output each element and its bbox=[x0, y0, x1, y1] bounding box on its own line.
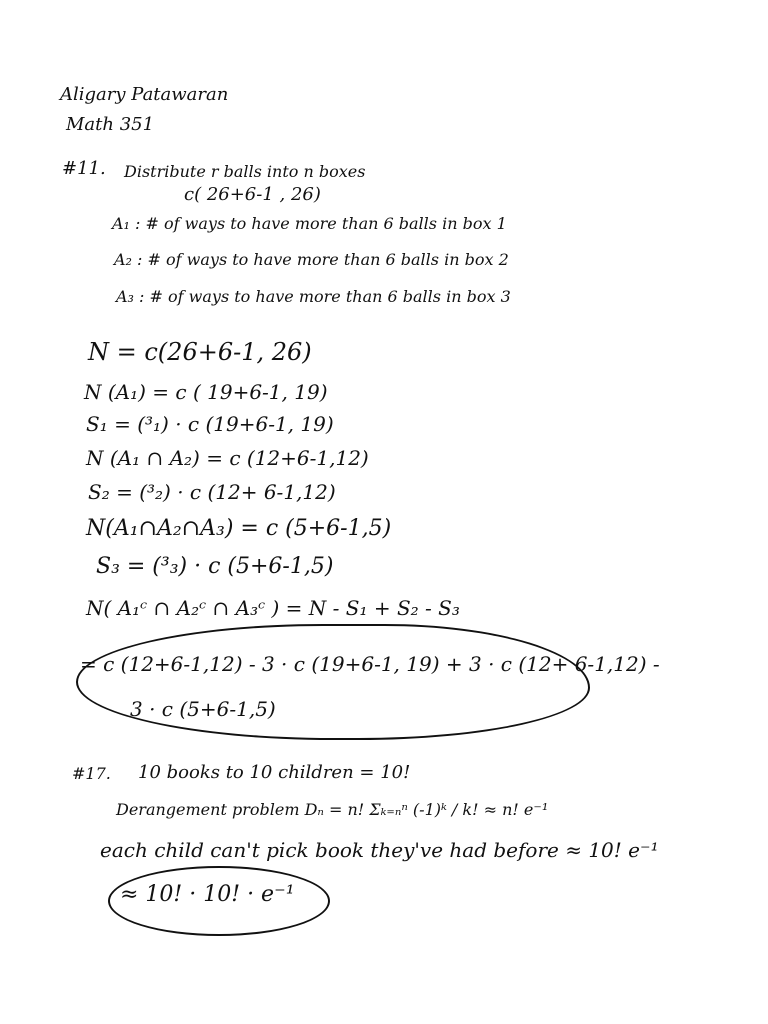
author-name: Aligary Patawaran bbox=[60, 84, 229, 105]
set-a2-definition: A₂ : # of ways to have more than 6 balls in box 2 bbox=[114, 250, 509, 269]
problem-11-combination: c( 26+6-1 , 26) bbox=[184, 184, 321, 205]
work-line-n-a1-a2-a3: N(A₁∩A₂∩A₃) = c (5+6-1,5) bbox=[86, 516, 392, 541]
work-line-s3: S₃ = (³₃) · c (5+6-1,5) bbox=[96, 554, 334, 579]
work-line-s2: S₂ = (³₂) · c (12+ 6-1,12) bbox=[88, 480, 336, 504]
answer-11-line2: 3 · c (5+6-1,5) bbox=[130, 697, 276, 721]
work-line-s1: S₁ = (³₁) · c (19+6-1, 19) bbox=[86, 412, 334, 436]
problem-17-explanation: each child can't pick book they've had before ≈ 10! e⁻¹ bbox=[100, 838, 659, 862]
set-a3-definition: A₃ : # of ways to have more than 6 balls in box 3 bbox=[116, 287, 511, 306]
problem-17-number: #17. bbox=[72, 764, 111, 783]
answer-17: ≈ 10! · 10! · e⁻¹ bbox=[120, 882, 295, 907]
work-line-n-a1-a2: N (A₁ ∩ A₂) = c (12+6-1,12) bbox=[86, 446, 369, 470]
answer-circle-11 bbox=[76, 624, 590, 740]
set-a1-definition: A₁ : # of ways to have more than 6 balls in box 1 bbox=[112, 214, 507, 233]
problem-17-derangement: Derangement problem Dₙ = n! Σₖ₌ₙⁿ (-1)ᵏ / k! ≈ n! e⁻¹ bbox=[116, 800, 549, 819]
work-line-n: N = c(26+6-1, 26) bbox=[88, 338, 312, 366]
problem-11-number: #11. bbox=[62, 158, 106, 179]
course-name: Math 351 bbox=[66, 114, 155, 135]
problem-11-statement: Distribute r balls into n boxes bbox=[124, 162, 366, 181]
answer-11-line1: = c (12+6-1,12) - 3 · c (19+6-1, 19) + 3 · c (12+ 6-1,12) - bbox=[80, 652, 660, 676]
work-line-complement: N( A₁ᶜ ∩ A₂ᶜ ∩ A₃ᶜ ) = N - S₁ + S₂ - S₃ bbox=[86, 596, 460, 620]
problem-17-statement: 10 books to 10 children = 10! bbox=[138, 762, 411, 783]
work-line-n-a1: N (A₁) = c ( 19+6-1, 19) bbox=[84, 380, 328, 404]
